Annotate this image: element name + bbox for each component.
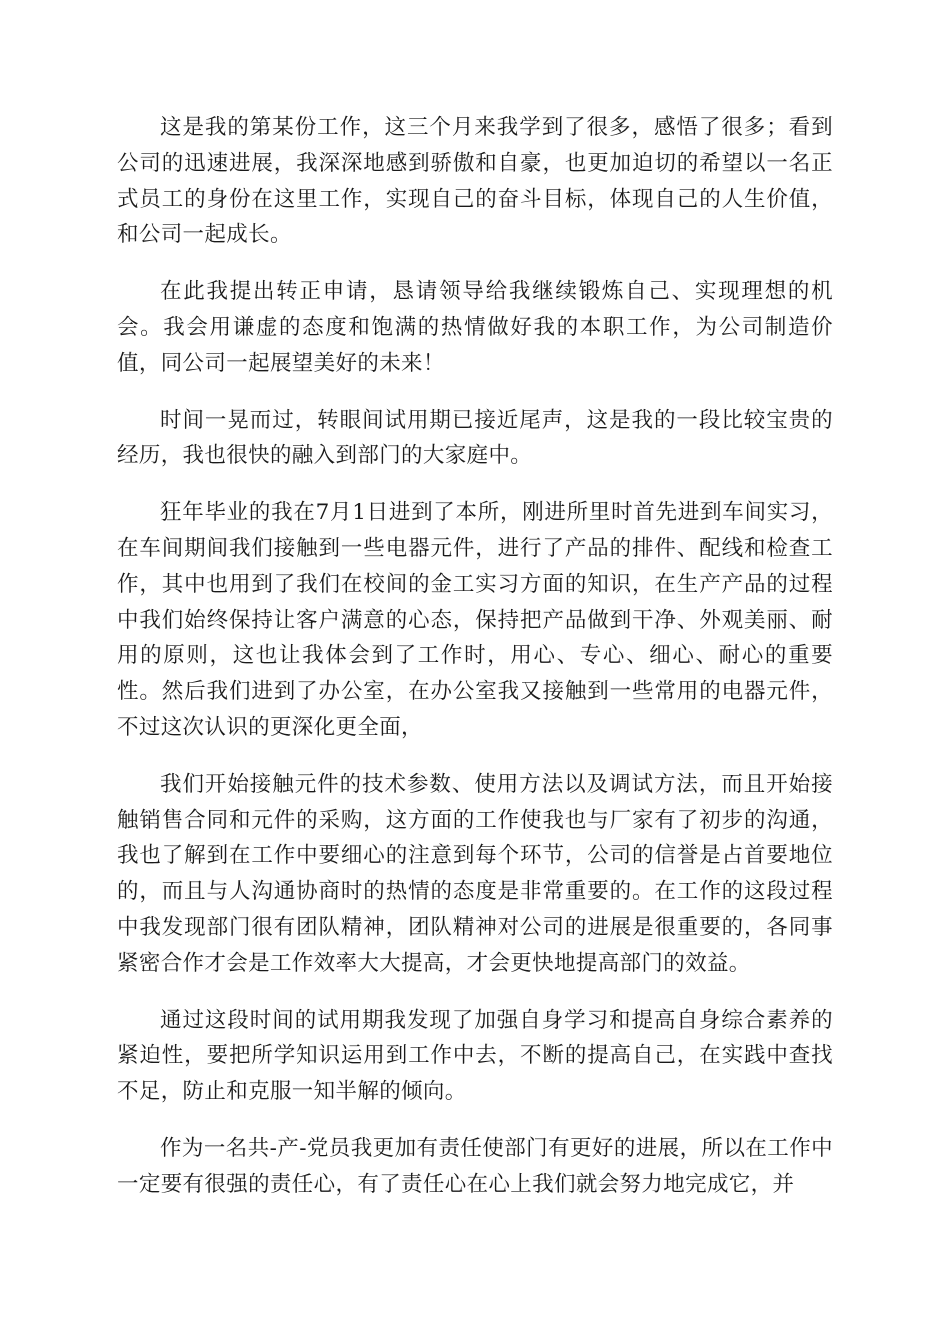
paragraph-4: 狂年毕业的我在7月1日进到了本所，刚进所里时首先进到车间实习，在车间期间我们接触到一些电器元件，进行了产品的排件、配线和检查工作，其中也用到了我们在校间的金工实习方面的知识，在生产产品的过程中我们始终保持让客户满意的心态，保持把产品做到干净、外观美丽、耐用的原则，这也让我体会到了工作时，用心、专心、细心、耐心的重要性。然后我们进到了办公室，在办公室我又接触到一些常用的电器元件，不过这次认识的更深化更全面，: [117, 500, 833, 740]
paragraph-7: 作为一名共-产-党员我更加有责任使部门有更好的进展，所以在工作中一定要有很强的责任心，有了责任心在心上我们就会努力地完成它，并: [117, 1135, 833, 1197]
paragraph-5: 我们开始接触元件的技术参数、使用方法以及调试方法，而且开始接触销售合同和元件的采购，这方面的工作使我也与厂家有了初步的沟通，我也了解到在工作中要细心的注意到每个环节，公司的信誉是占首要地位的，而且与人沟通协商时的热情的态度是非常重要的。在工作的这段过程中我发现部门很有团队精神，团队精神对公司的进展是很重要的，各同事紧密合作才会是工作效率大大提高，才会更快地提高部门的效益。: [117, 771, 833, 976]
paragraph-6: 通过这段时间的试用期我发现了加强自身学习和提高自身综合素养的紧迫性，要把所学知识运用到工作中去，不断的提高自己，在实践中查找不足，防止和克服一知半解的倾向。: [117, 1007, 833, 1105]
document-body: [117, 110, 833, 1224]
paragraph-1: 这是我的第某份工作，这三个月来我学到了很多，感悟了很多；看到公司的迅速进展，我深深地感到骄傲和自豪，也更加迫切的希望以一名正式员工的身份在这里工作，实现自己的奋斗目标，体现自己的人生价值，和公司一起成长。: [117, 115, 833, 248]
paragraph-2: 在此我提出转正申请，恳请领导给我继续锻炼自己、实现理想的机会。我会用谦虚的态度和饱满的热情做好我的本职工作，为公司制造价值，同公司一起展望美好的未来！: [117, 279, 833, 376]
paragraph-3: 时间一晃而过，转眼间试用期已接近尾声，这是我的一段比较宝贵的经历，我也很快的融入到部门的大家庭中。: [117, 407, 833, 469]
